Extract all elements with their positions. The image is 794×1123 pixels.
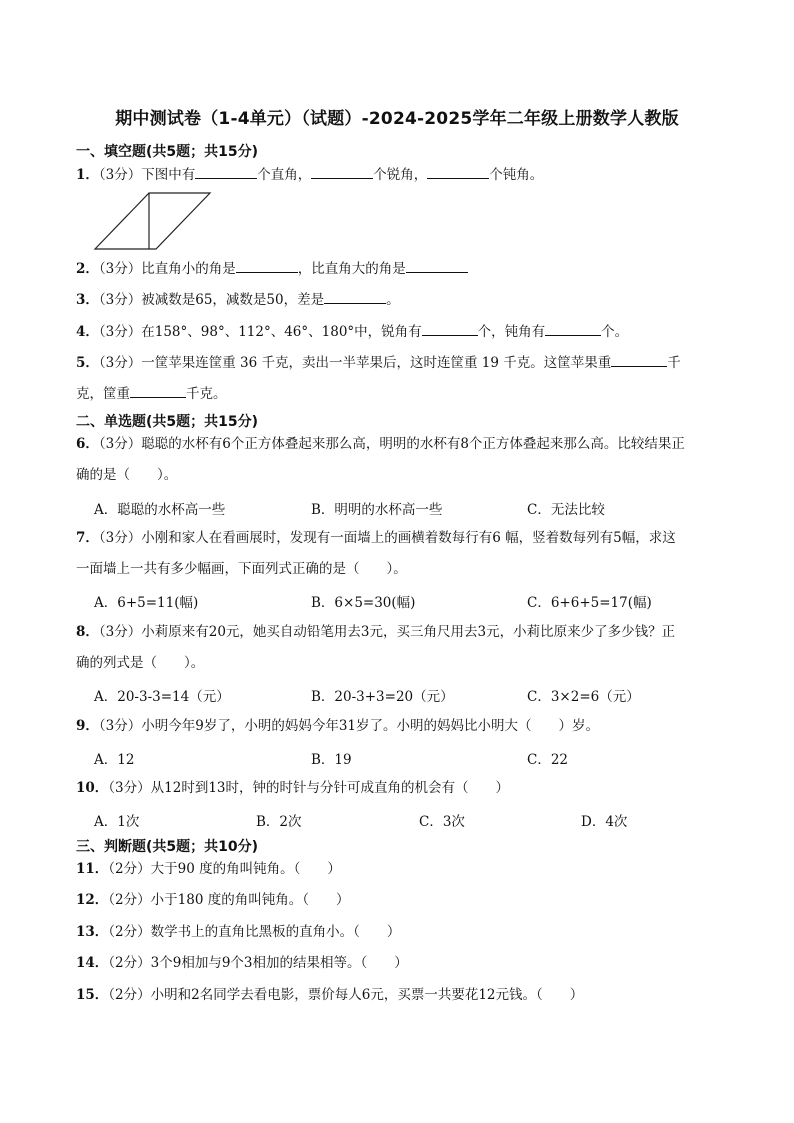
option-a[interactable]: A．20-3-3=14（元）	[94, 689, 230, 705]
answer-blank[interactable]	[236, 258, 298, 273]
question-9: 9．（3分）小明今年9岁了，小明的妈妈今年31岁了。小明的妈妈比小明大（ ）岁。	[76, 718, 600, 734]
answer-blank[interactable]	[545, 321, 601, 336]
question-6: 6．（3分）聪聪的水杯有6个正方体叠起来那么高，明明的水杯有8个正方体叠起来那么高。比较结果正	[76, 436, 685, 452]
question-5-line2: 克，筐重 千克。	[76, 383, 227, 404]
question-8-line2: 确的列式是（ ）。	[76, 655, 205, 671]
option-a[interactable]: A．6+5=11(幅)	[94, 595, 199, 611]
question-14: 14．（2分）3个9相加与9个3相加的结果相等。（ ）	[76, 955, 408, 971]
option-c[interactable]: C．3×2=6（元）	[527, 689, 640, 705]
question-4: 4．（3分）在158°、98°、112°、46°、180°中，锐角有 个，钝角有 个。	[76, 321, 628, 342]
section-heading-fill: 一、填空题(共5题；共15分)	[76, 144, 259, 160]
option-c[interactable]: C．无法比较	[527, 502, 605, 518]
option-b[interactable]: B．20-3+3=20（元）	[311, 689, 454, 705]
answer-blank[interactable]	[422, 321, 478, 336]
answer-blank[interactable]	[406, 258, 468, 273]
page-title: 期中测试卷（1-4单元）（试题）-2024-2025学年二年级上册数学人教版	[115, 109, 679, 129]
question-11: 11．（2分）大于90 度的角叫钝角。（ ）	[76, 861, 341, 877]
option-c[interactable]: C．22	[527, 752, 569, 768]
answer-blank[interactable]	[324, 289, 386, 304]
option-a[interactable]: A．聪聪的水杯高一些	[94, 502, 226, 518]
question-12: 12．（2分）小于180 度的角叫钝角。（ ）	[76, 892, 350, 908]
question-13: 13．（2分）数学书上的直角比黑板的直角小。（ ）	[76, 924, 401, 940]
answer-blank[interactable]	[427, 164, 489, 179]
question-7-line2: 一面墙上一共有多少幅画，下面列式正确的是（ ）。	[76, 561, 407, 577]
question-3: 3．（3分）被减数是65，减数是50，差是 。	[76, 289, 400, 310]
answer-blank[interactable]	[311, 164, 373, 179]
option-d[interactable]: D．4次	[581, 814, 628, 830]
option-c[interactable]: C．3次	[419, 814, 465, 830]
answer-blank[interactable]	[130, 383, 186, 398]
option-b[interactable]: B．19	[311, 752, 352, 768]
section-heading-single-choice: 二、单选题(共5题；共15分)	[76, 414, 259, 430]
parallelogram-figure	[92, 190, 214, 252]
question-15: 15．（2分）小明和2名同学去看电影，票价每人6元，买票一共要花12元钱。（ ）	[76, 987, 584, 1003]
question-1: 1．（3分）下图中有 个直角， 个锐角， 个钝角。	[76, 164, 543, 185]
section-heading-true-false: 三、判断题(共5题；共10分)	[76, 839, 259, 855]
answer-blank[interactable]	[611, 352, 667, 367]
question-2: 2．（3分）比直角小的角是 ，比直角大的角是	[76, 258, 468, 279]
option-c[interactable]: C．6+6+5=17(幅)	[527, 595, 652, 611]
question-7: 7．（3分）小刚和家人在看画展时，发现有一面墙上的画横着数每行有6 幅，竖着数每列有5幅，求这	[76, 530, 676, 546]
option-b[interactable]: B．2次	[256, 814, 302, 830]
question-6-line2: 确的是（ ）。	[76, 467, 178, 483]
option-b[interactable]: B．明明的水杯高一些	[311, 502, 443, 518]
option-a[interactable]: A．1次	[94, 814, 140, 830]
question-5: 5．（3分）一筐苹果连筐重 36 千克，卖出一半苹果后，这时连筐重 19 千克。这筐苹果重 千	[76, 352, 681, 373]
question-10: 10．（3分）从12时到13时，钟的时针与分针可成直角的机会有（ ）	[76, 780, 509, 796]
option-b[interactable]: B．6×5=30(幅)	[311, 595, 416, 611]
parallelogram-shape	[95, 193, 210, 249]
answer-blank[interactable]	[195, 164, 257, 179]
option-a[interactable]: A．12	[94, 752, 135, 768]
question-8: 8．（3分）小莉原来有20元，她买自动铅笔用去3元，买三角尺用去3元，小莉比原来少了多少钱？正	[76, 624, 676, 640]
